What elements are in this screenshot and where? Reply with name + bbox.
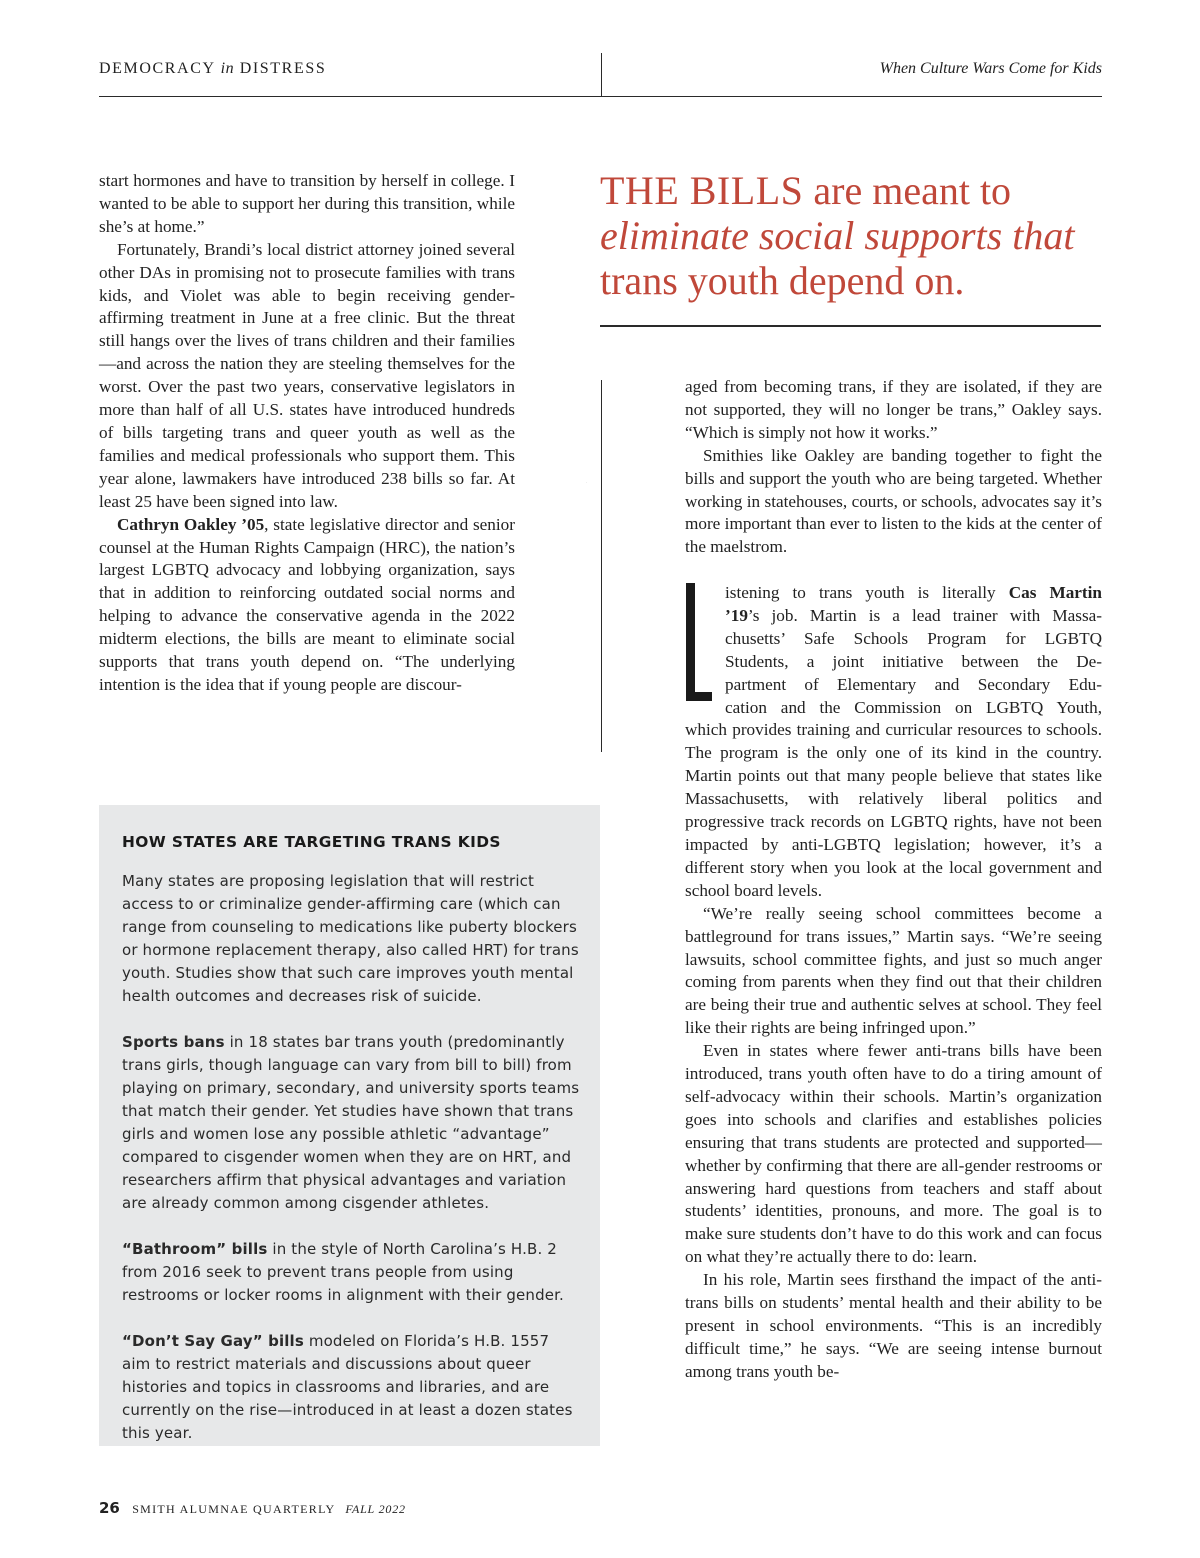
sidebar-paragraph-2-text: in 18 states bar trans youth (predominantly trans girls, though language can vary from bill to bill) from playing on primary, secondary, and university sports teams that match their gender. Yet studies have shown that trans girls and women lose any possible athletic “advantage” compared to cisgender women when they are on HRT, and researchers affirm that physical advantages and variation are already common among cisgender athletes. xyxy=(122,1033,580,1212)
oakley-name: Cathryn Oakley ’05 xyxy=(117,514,265,534)
left-paragraph-2: Fortunately, Brandi’s local district attorney joined several other DAs in promising not to prosecute families with trans kids, and Violet was able to begin receiving gender-affirming treatment in June at a free clinic. But the threat still hangs over the lives of trans children and their families—and across the nation they are steeling themselves for the worst. Over the past two years, conservative legislators in more than half of all U.S. states have introduced hundreds of bills targeting trans and queer youth as well as the families and medical professionals who support them. This year alone, lawmakers have introduced 238 bills so far. At least 25 have been signed into law. xyxy=(99,239,515,511)
sidebar-dont-say-gay-bills: “Don’t Say Gay” bills xyxy=(122,1332,304,1350)
page-footer xyxy=(99,1499,406,1517)
pull-quote-italic: eliminate social supports that xyxy=(600,213,1075,258)
sidebar-paragraph-4-text: modeled on Florida’s H.B. 1557 aim to restrict materials and discussions about queer histories and topics in classrooms and libraries, and are currently on the rise—introduced in at least a dozen states this year. xyxy=(122,1332,573,1442)
sidebar-paragraph-1: Many states are proposing legislation that will restrict access to or criminalize gender-affirming care (which can range from counseling to medications like puberty blockers or hormone replacement therapy, also called HRT) for trans youth. Studies show that such care improves youth mental health outcomes and decreases risk of suicide. xyxy=(122,872,579,1005)
right-top-paragraph-1: aged from becoming trans, if they are isolated, if they are not supported, they will no longer be trans,” Oakley says. “Which is simply not how it works.” xyxy=(685,377,1102,442)
page-number: 26 xyxy=(99,1499,120,1517)
pull-quote xyxy=(600,168,1100,303)
dropcap-line-6: cation and the Commission on LGBTQ Youth, xyxy=(725,697,1102,717)
right-main-paragraph-2: “We’re really seeing school committees become a battleground for trans issues,” Martin says. “We’re seeing lawsuits, school committee fights, and just so much anger coming from parents when they find out that their children are being their true and authentic selves at school. They feel like their rights are being infringed upon.” xyxy=(685,903,1102,1038)
dropcap-line-1 xyxy=(685,582,1102,605)
sidebar-paragraph-3 xyxy=(122,1238,582,1307)
section-label-part1: DEMOCRACY xyxy=(99,60,216,77)
right-column-main xyxy=(685,582,1102,1384)
column-divider xyxy=(601,380,602,752)
left-column xyxy=(99,170,515,697)
martin-class-year: ’19 xyxy=(725,605,748,625)
dropcap-line-2-text: ’s job. Martin is a lead trainer with Massa- xyxy=(747,605,1102,625)
dropcap-line-4: Students, a joint initiative between the De- xyxy=(725,651,1102,671)
sidebar-sports-bans: Sports bans xyxy=(122,1033,225,1051)
right-column-top xyxy=(685,376,1102,559)
left-paragraph-3 xyxy=(99,514,515,697)
pull-quote-caps: THE BILLS xyxy=(600,168,804,213)
section-label-part2: DISTRESS xyxy=(239,60,327,77)
section-label-in: in xyxy=(220,60,235,77)
sidebar-bathroom-bills: “Bathroom” bills xyxy=(122,1240,268,1258)
header-rule xyxy=(99,96,1102,97)
pull-quote-text-1: are meant to xyxy=(803,168,1012,213)
drop-cap-letter: L xyxy=(586,483,587,484)
right-main-paragraph-1-rest: which provides training and curricular resources to schools. The program is the only one of its kind in the country. Martin points out that many people believe that states like Massachusetts, with relatively liberal politics and progressive track records on LGBTQ rights, have not been impacted by anti-LGBTQ legislation; however, it’s a different story when you look at the local government and school board levels. xyxy=(685,720,1102,900)
left-paragraph-3-text: , state legislative director and senior counsel at the Human Rights Campaign (HRC), the nation’s largest LGBTQ advocacy and lobbying organization, says that in addition to reinforcing outdated social norms and helping to advance the conservative agenda in the 2022 midterm elections, the bills are meant to eliminate social supports that trans youth depend on. “The underlying intention is the idea that if young people are discour- xyxy=(99,514,515,694)
sidebar-paragraph-4 xyxy=(122,1330,582,1445)
sidebar-content xyxy=(122,833,582,1468)
left-paragraph-1: start hormones and have to transition by herself in college. I wanted to be able to support her during this transition, while she’s at home.” xyxy=(99,171,515,236)
dropcap-line-3: chusetts’ Safe Schools Program for LGBTQ xyxy=(725,628,1102,648)
martin-name: Cas Martin xyxy=(1008,583,1102,602)
sidebar-box xyxy=(99,805,600,1446)
article-running-title: When Culture Wars Come for Kids xyxy=(879,60,1102,77)
pull-quote-text-2: trans youth depend on. xyxy=(600,258,965,303)
right-main-paragraph-3: Even in states where fewer anti-trans bills have been introduced, trans youth often have to do a tiring amount of self-advocacy within their schools. Martin’s organization goes into schools and clarifies and establishes policies ensuring that trans students are protected and supported—whether by confirming that there are all-gender restrooms or answering hard questions from teachers and staff about students’ identities, pronouns, and more. The goal is to make sure students don’t have to do this work and can focus on what they’re actually there to do: learn. xyxy=(685,1041,1102,1267)
sidebar-paragraph-2 xyxy=(122,1031,582,1215)
right-main-paragraph-4: In his role, Martin sees firsthand the impact of the anti-trans bills on students’ mental health and their ability to be present in school environments. “This is an incredibly difficult time,” he says. “We are seeing intense burnout among trans youth be- xyxy=(685,1270,1102,1381)
section-label xyxy=(99,60,326,78)
sidebar-paragraph-3-text: in the style of North Carolina’s H.B. 2 from 2016 seek to prevent trans people from using restrooms or locker rooms in alignment with their gender. xyxy=(122,1240,564,1304)
publication-name: SMITH ALUMNAE QUARTERLY xyxy=(132,1502,336,1516)
right-top-paragraph-2: Smithies like Oakley are banding together to fight the bills and support the youth who are being targeted. Whether working in statehouses, courts, or schools, advocates say it’s more important than ever to listen to the kids at the center of the maelstrom. xyxy=(685,445,1102,557)
dropcap-line-2 xyxy=(685,605,1102,628)
pull-quote-rule xyxy=(600,325,1101,327)
sidebar-title: HOW STATES ARE TARGETING TRANS KIDS xyxy=(122,833,501,851)
dropcap-line-5: partment of Elementary and Secondary Edu- xyxy=(725,674,1102,694)
dropcap-line-1-text: istening to trans youth is literally xyxy=(725,583,1009,602)
issue-label: FALL 2022 xyxy=(345,1502,406,1516)
header-divider xyxy=(601,53,602,96)
